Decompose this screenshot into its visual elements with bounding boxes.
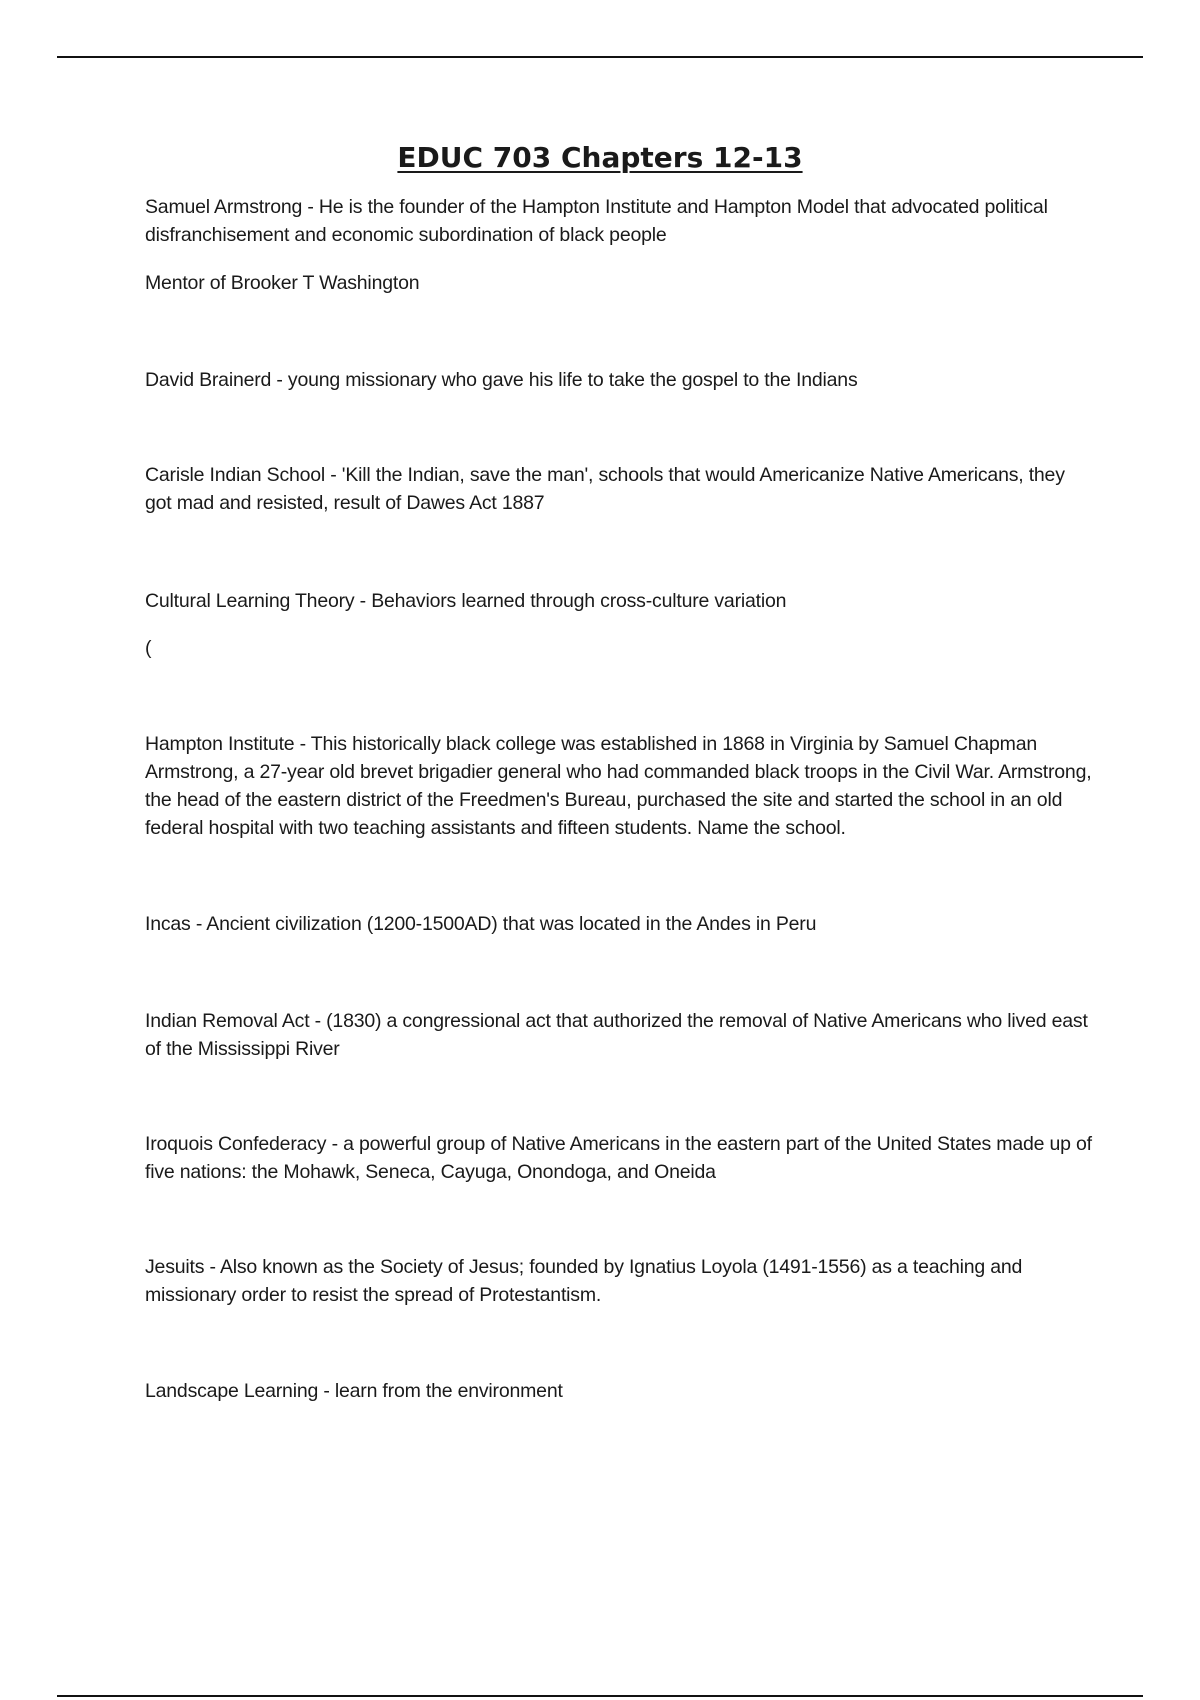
entry-david-brainerd: David Brainerd - young missionary who gave his life to take the gospel to the Indians [145, 369, 858, 391]
entry-cultural-learning-theory: Cultural Learning Theory - Behaviors learned through cross-culture variation [145, 590, 787, 612]
entry-jesuits: Jesuits - Also known as the Society of Jesus; founded by Ignatius Loyola (1491-1556) as a teaching and missionary order to resist the spread of Protestantism. [145, 1256, 1023, 1306]
entry-mentor-note: Mentor of Brooker T Washington [145, 272, 420, 294]
entry-carisle-indian-school: Carisle Indian School - 'Kill the Indian, save the man', schools that would Americanize Native Americans, they got mad and resisted, result of Dawes Act 1887 [145, 464, 1065, 514]
entry-landscape-learning: Landscape Learning - learn from the environment [145, 1380, 563, 1402]
entry-indian-removal-act: Indian Removal Act - (1830) a congressional act that authorized the removal of Native Americans who lived east of the Mississippi River [145, 1010, 1088, 1060]
footer-rule [57, 1695, 1143, 1697]
entry-incas: Incas - Ancient civilization (1200-1500AD) that was located in the Andes in Peru [145, 913, 817, 935]
header-rule [57, 56, 1143, 58]
entry-parenthesis: ( [145, 637, 152, 659]
entry-hampton-institute: Hampton Institute - This historically black college was established in 1868 in Virginia by Samuel Chapman Armstrong, a 27-year old brevet brigadier general who had commanded black troops in the Civil War. Armstrong, the head of the eastern district of the Freedmen's Bureau, purchased the site and started the school in an old federal hospital with two teaching assistants and fifteen students. Name the school. [145, 733, 1092, 839]
document-title: EDUC 703 Chapters 12-13 [397, 141, 803, 174]
entry-samuel-armstrong: Samuel Armstrong - He is the founder of the Hampton Institute and Hampton Model that advocated political disfranchisement and economic subordination of black people [145, 196, 1048, 246]
entry-iroquois-confederacy: Iroquois Confederacy - a powerful group of Native Americans in the eastern part of the United States made up of five nations: the Mohawk, Seneca, Cayuga, Onondoga, and Oneida [145, 1133, 1092, 1183]
